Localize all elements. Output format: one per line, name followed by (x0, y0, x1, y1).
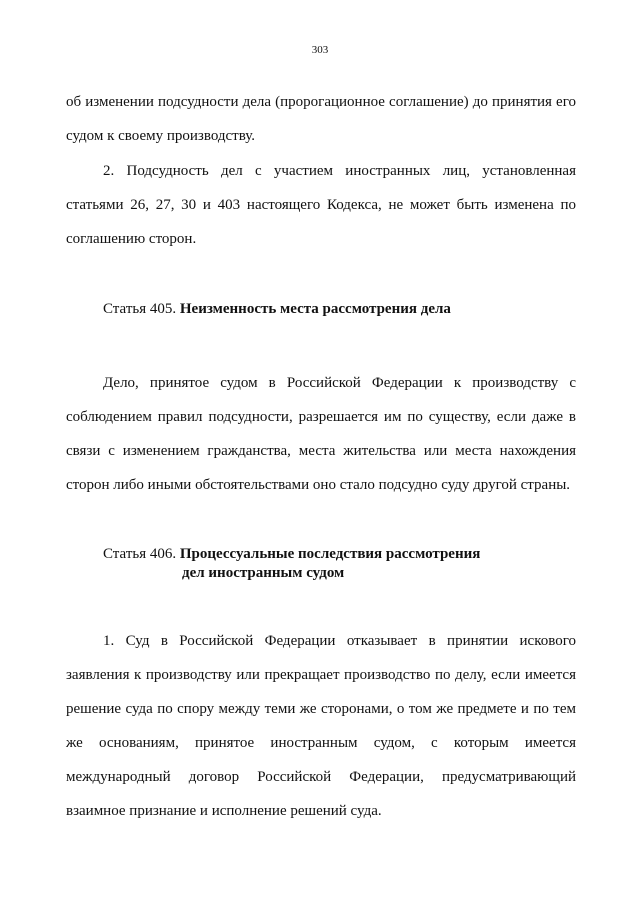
paragraph-clause-2: 2. Подсудность дел с участием иностранных лиц, установленная статьями 26, 27, 30 и 403 настоящего Кодекса, не может быть изменена по соглашению сторон. (66, 163, 576, 247)
article-405-title: Неизменность места рассмотрения дела (179, 301, 451, 317)
article-405-label: Статья 405. (103, 301, 177, 317)
article-405-text: Дело, принятое судом в Российской Федерации к производству с соблюдением правил подсудности, разрешается им по существу, если даже в связи с изменением гражданства, места жительства или места нахождения сторон либо иными обстоятельствами оно стало подсудно суду другой страны. (66, 375, 576, 493)
article-406-heading (103, 545, 480, 583)
paragraph-continuation: об изменении подсудности дела (пророгационное соглашение) до принятия его судом к своему производству. (66, 94, 576, 144)
article-405-heading (103, 300, 451, 319)
page-number: 303 (311, 44, 329, 56)
article-406-title-line2: дел иностранным судом (182, 565, 345, 581)
article-406-label: Статья 406. (103, 546, 177, 562)
article-406-title-line1: Процессуальные последствия рассмотрения (179, 546, 481, 562)
article-406-clause-1: 1. Суд в Российской Федерации отказывает в принятии искового заявления к производству или прекращает производство по делу, если имеется решение суда по спору между теми же сторонами, о том же предмете и по тем же основаниям, принятое иностранным судом, с которым имеется международный договор Российской Федерации, предусматривающий взаимное признание и исполнение решений суда. (66, 633, 576, 819)
